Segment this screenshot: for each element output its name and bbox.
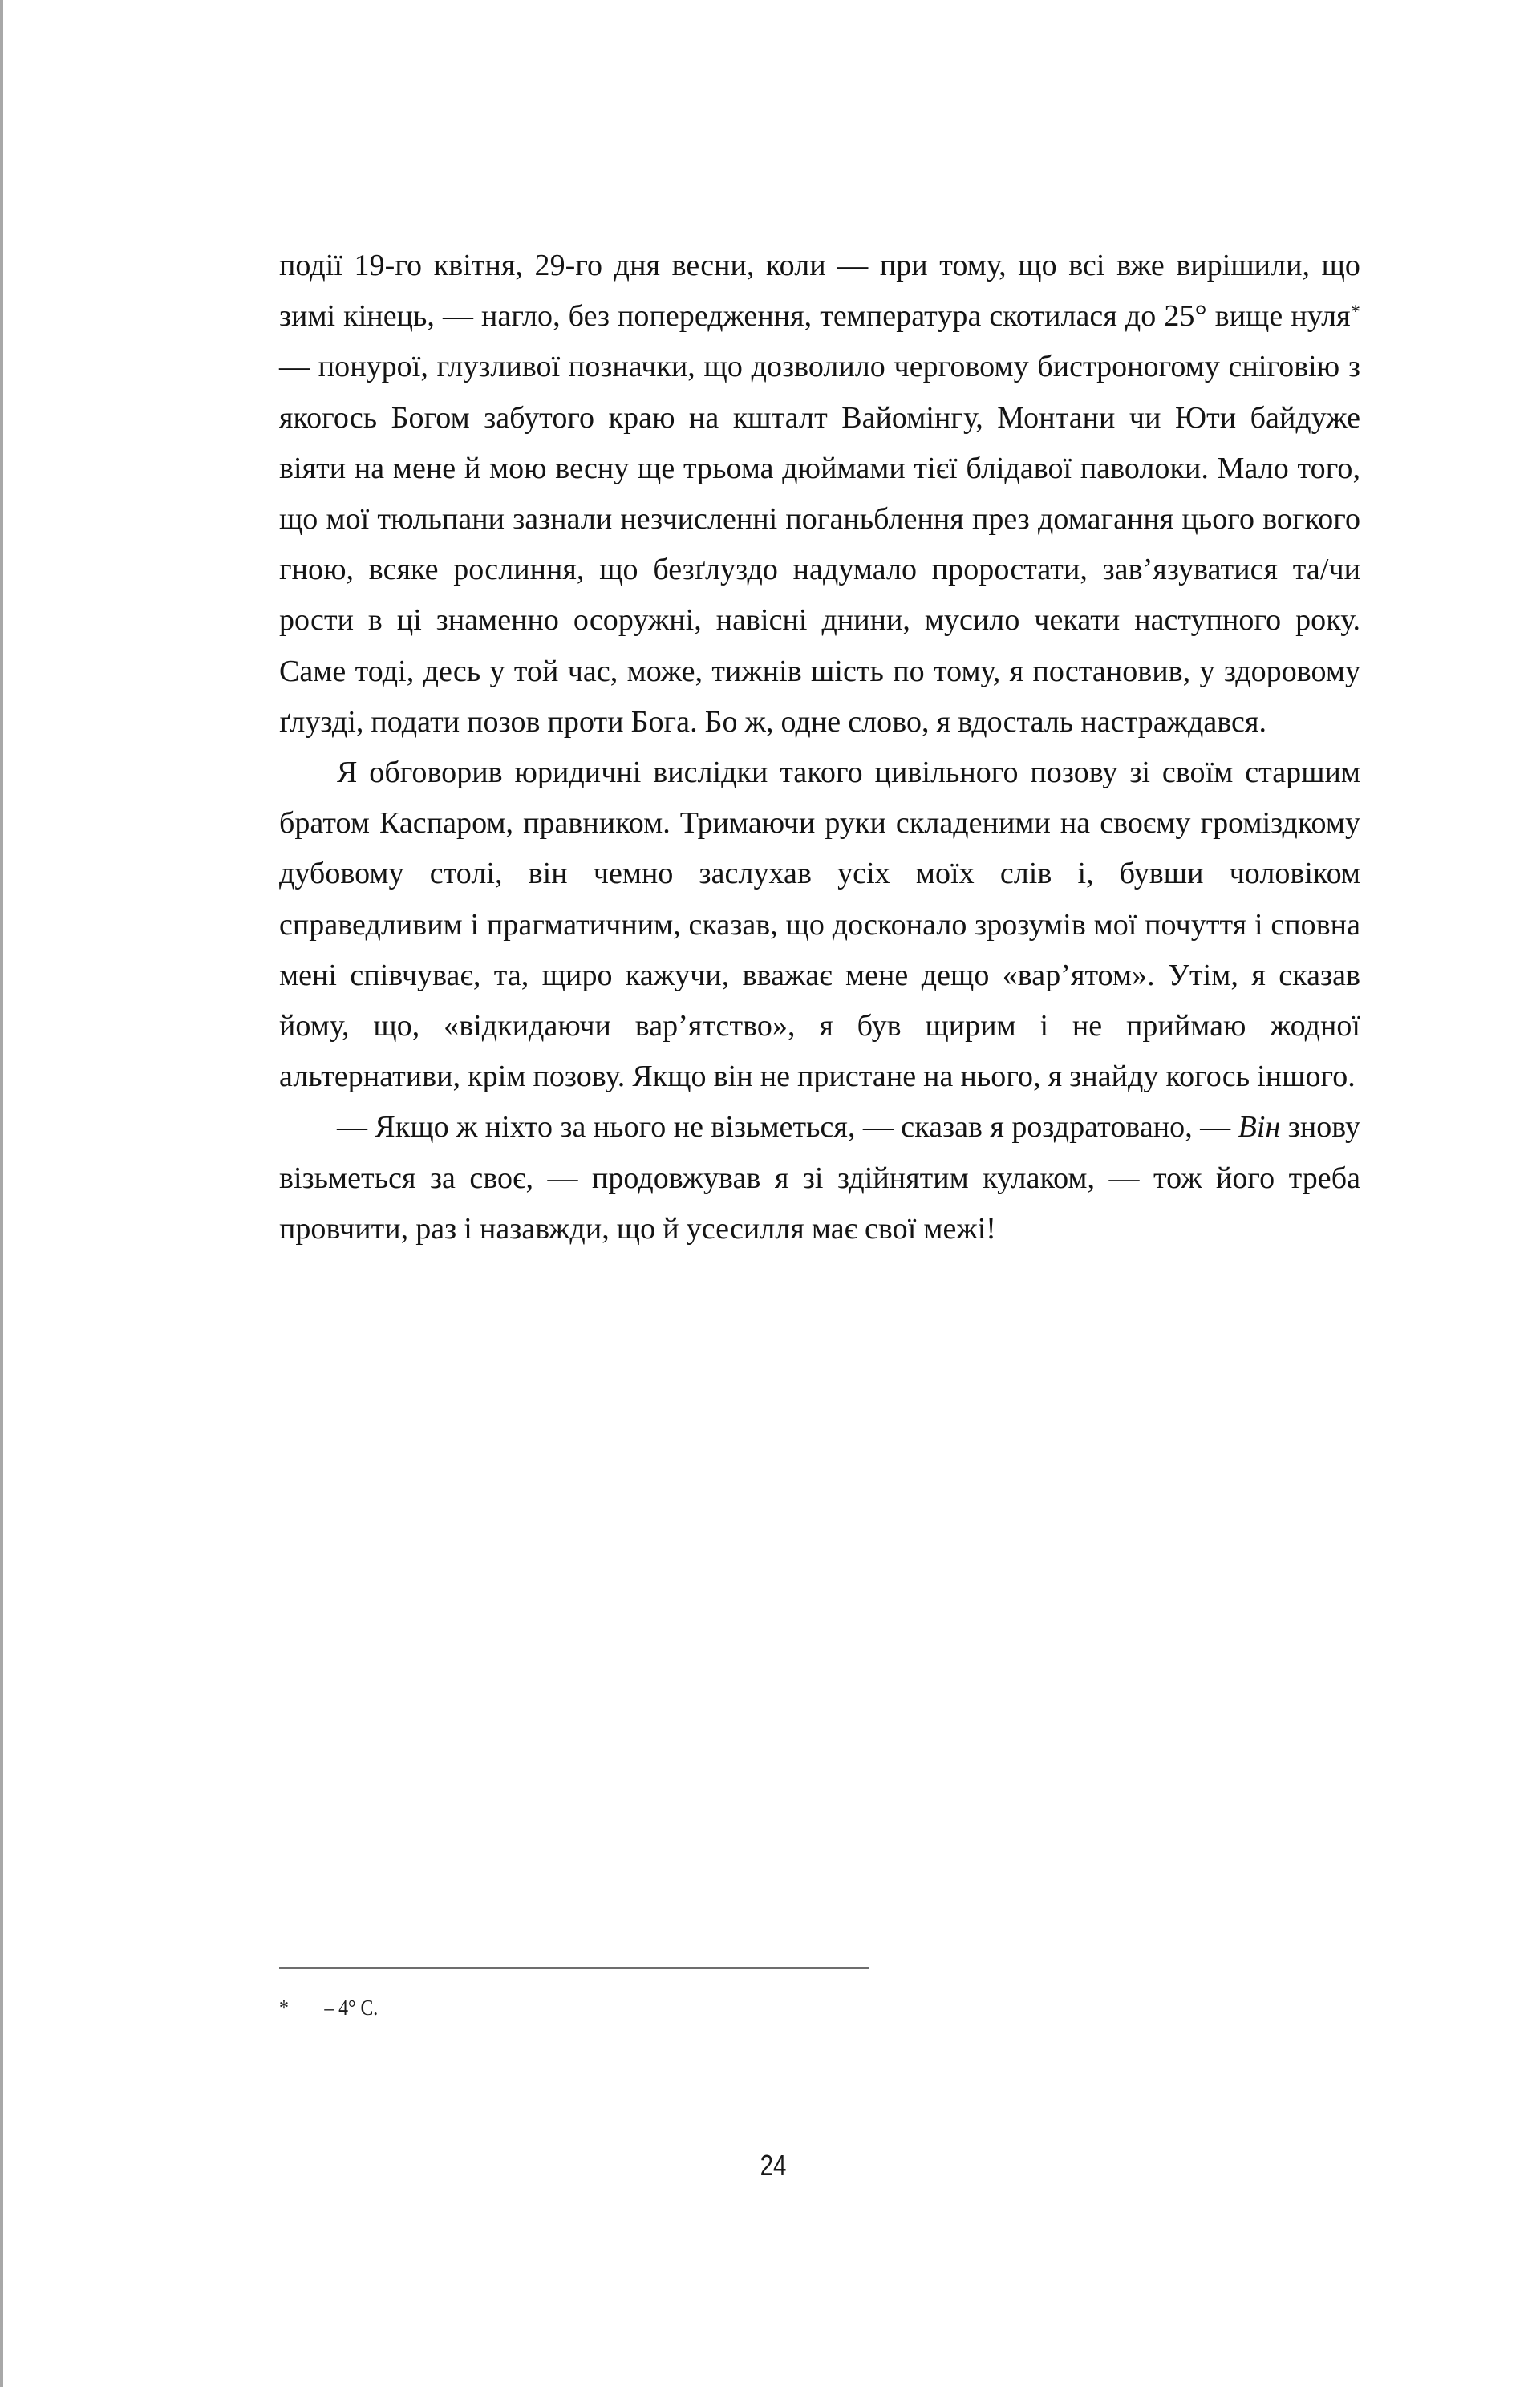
paragraph-continuation-text-part1: події 19-го квітня, 29-го дня весни, коли — при тому, що всі вже вирішили, що зимі кінець, — нагло, без попередження, температура скотилася до 25° вище нуля: [279, 249, 1360, 334]
paragraph-continuation: [279, 241, 1360, 748]
dialogue-segment-tail: знову візьметься за своє, — продовжував я зі здійнятим кулаком, — тож його треба провчити, раз і назавжди, що й усесилля має свої межі!: [279, 1110, 1360, 1246]
paragraph-dialogue: [279, 1102, 1360, 1254]
dialogue-emphasis-pronoun: Він: [1238, 1110, 1281, 1145]
page-number: 24: [760, 2149, 787, 2182]
footnote-separator-rule: [279, 1967, 869, 1969]
paragraph-continuation-text-part2: — понурої, глузливої позначки, що дозволило черговому бистроногому сніговію з якогось Богом забутого краю на кшталт Вайомінгу, Монтани чи Юти байдуже віяти на мене й мою весну ще трьома дюймами тієї блідавої паволоки. Мало того, що мої тюльпани зазнали незчисленні поганьблення през домагання цього вогкого гною, всяке рослиння, що безґлуздо надумало проростати, зав’язуватися та/чи рости в ці знаменно осоружні, навісні днини, мусило чекати наступного року. Саме тоді, десь у той час, може, тижнів шість по тому, я постановив, у здоровому ґлузді, подати позов проти Бога. Бо ж, одне слово, я вдосталь настраждався.: [279, 350, 1360, 739]
footnote-marker: *: [279, 1996, 289, 2020]
footnote-entry: [279, 1993, 1230, 2022]
dialogue-segment-lead: — Якщо ж ніхто за нього не візьметься, — сказав я роздратовано, —: [337, 1110, 1238, 1145]
paragraph-brother: Я обговорив юридичні вислідки такого цивільного позову зі своїм старшим братом Каспаром, правником. Тримаючи руки складеними на своєму громіздкому дубовому столі, він чемно заслухав усіх моїх слів і, бувши чоловіком справедливим і прагматичним, сказав, що досконало зрозумів мої почуття і сповна мені співчуває, та, щиро кажучи, вважає мене дещо «вар’ятом». Утім, я сказав йому, що, «відкидаючи вар’ятство», я був щирим і не приймаю жодної альтернативи, крім позову. Якщо він не пристане на нього, я знайду когось іншого.: [279, 756, 1360, 1094]
page-text-block: [279, 241, 1360, 1254]
footnote-text: – 4° C.: [324, 1996, 379, 2020]
footnote-area: [279, 1967, 1360, 2022]
footnote-marker-reference[interactable]: *: [1351, 302, 1360, 323]
